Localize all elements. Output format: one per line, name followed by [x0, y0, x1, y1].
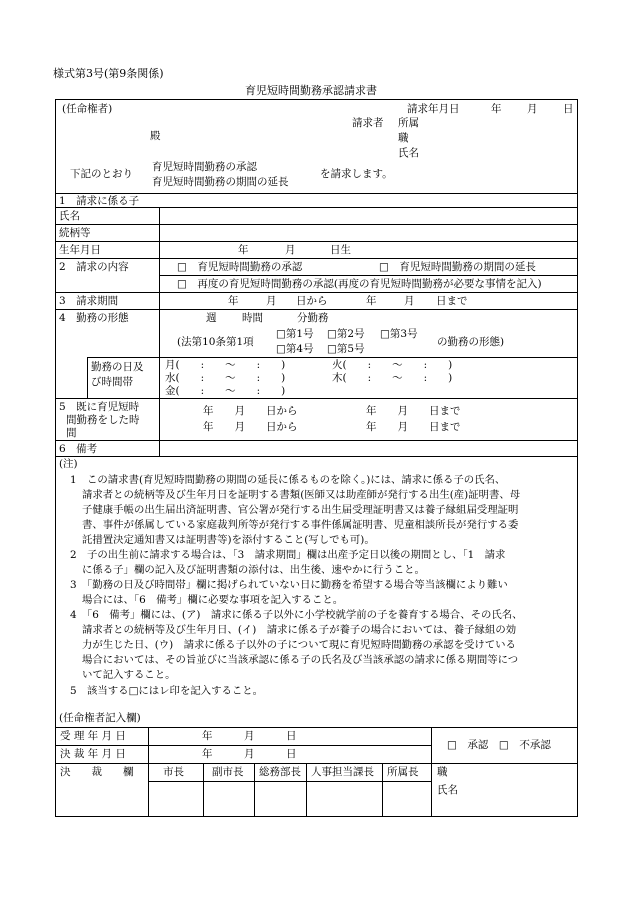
honorific: 殿: [150, 130, 161, 142]
child-relation-label: 続柄等: [59, 227, 91, 239]
note4-line1: 4 「6 備考」欄には、(ア) 請求に係る子以外に小学校就学前の子を養育する場合、その氏名、: [70, 609, 523, 621]
prior-row1-from: 年 月 日から: [203, 405, 298, 417]
received-date-fill: 年 月 日: [202, 730, 297, 742]
stamp-vice-mayor: 副市長: [212, 766, 244, 778]
period-to-year: 年: [366, 295, 377, 307]
form-title: 育児短時間勤務承認請求書: [245, 84, 377, 97]
note4-line3: 力が生じた日、(ウ) 請求に係る子以外の子について現に育児短時間勤務の承認を受けている: [82, 639, 516, 651]
stamp-hr-chief: 人事担当課長: [311, 766, 374, 778]
kessai-label: 決 裁 欄: [60, 766, 134, 778]
section6-title: 6 備考: [59, 443, 98, 455]
appointer-label: (任命権者): [62, 103, 113, 115]
work-hours: 時間: [242, 312, 263, 324]
law-item-1[interactable]: □第1号: [276, 328, 314, 340]
decided-date-label: 決 裁 年 月 日: [60, 748, 126, 760]
schedule-label-2: び時間帯: [91, 376, 133, 388]
work-minutes: 分勤務: [297, 312, 329, 324]
schedule-thursday: 木( : 〜 : ): [332, 372, 453, 384]
law-item-3[interactable]: □第3号: [380, 328, 418, 340]
note5-line1: 5 該当する□にはレ印を記入すること。: [70, 685, 264, 697]
note4-line2: 請求者との続柄等及び生年月日、(イ) 請求に係る子が養子の場合においては、養子縁組の効: [82, 624, 517, 636]
approval-heading: (任命権者記入欄): [59, 712, 141, 724]
law-item-5[interactable]: □第5号: [327, 343, 365, 355]
request-date-day: 日: [563, 103, 574, 115]
approval-result[interactable]: □ 承認 □ 不承認: [447, 739, 551, 751]
approver-position-label: 職: [437, 766, 448, 778]
section4-title: 4 勤務の形態: [59, 312, 129, 324]
schedule-tuesday: 火( : 〜 : ): [332, 359, 453, 371]
request-date-month: 月: [527, 103, 538, 115]
requester-label: 請求者: [352, 117, 384, 129]
note1-line2: 請求者との続柄等及び生年月日を証明する書類(医師又は助産師が発行する出生(産)証明書、母: [82, 489, 521, 501]
period-to-month: 月: [404, 295, 415, 307]
note4-line5: いて記入すること。: [82, 669, 176, 681]
section5-title-2: 間勤務をした時: [66, 414, 140, 426]
child-birth-label: 生年月日: [59, 244, 101, 256]
name-label: 氏名: [398, 147, 419, 159]
note1-line5: 託措置決定通知書又は証明書等)を添付すること(写しでも可)。: [82, 534, 375, 546]
schedule-friday: 金( : 〜 : ): [165, 385, 286, 397]
schedule-label-1: 勤務の日及: [91, 361, 144, 373]
period-from-day: 日から: [296, 295, 328, 307]
stamp-gm-director: 総務部長: [259, 766, 301, 778]
lead-text: 下記のとおり: [70, 168, 133, 180]
child-name-label: 氏名: [59, 210, 80, 222]
work-week: 週: [206, 312, 217, 324]
period-from-year: 年: [228, 295, 239, 307]
note1-line4: 書、事件が係属している家庭裁判所等が発行する事件係属証明書、児童相談所長が発行する委: [82, 519, 519, 531]
dept-label: 所属: [398, 117, 419, 129]
received-date-label: 受 理 年 月 日: [60, 730, 126, 742]
note1-line3: 子健康手帳の出生届出済証明書、官公署が発行する出生届受理証明書又は養子縁組届受理証明: [82, 504, 519, 516]
prior-row2-from: 年 月 日から: [203, 421, 298, 433]
option-extension: 育児短時間勤務の期間の延長: [152, 176, 289, 188]
choice-reapproval[interactable]: □ 再度の育児短時間勤務の承認(再度の育児短時間勤務が必要な事情を記入): [177, 278, 542, 290]
birth-year: 年: [238, 244, 249, 256]
birth-day: 日生: [330, 244, 351, 256]
stamp-dept-head: 所属長: [387, 766, 419, 778]
work-form-suffix: の勤務の形態): [437, 336, 505, 348]
request-date-year: 年: [491, 103, 502, 115]
approver-name-label: 氏名: [437, 784, 458, 796]
note2-line1: 2 子の出生前に請求する場合は、「3 請求期間」欄は出産予定日以後の期間とし、「1 請求: [70, 549, 506, 561]
section5-title-3: 間: [66, 427, 77, 439]
form-number: 様式第3号(第9条関係): [53, 67, 164, 80]
birth-month: 月: [285, 244, 296, 256]
section1-title: 1 請求に係る子: [59, 195, 140, 207]
period-from-month: 月: [266, 295, 277, 307]
law-reference: (法第10条第1項: [177, 336, 254, 348]
position-label: 職: [398, 132, 409, 144]
law-item-4[interactable]: □第4号: [276, 343, 314, 355]
section3-title: 3 請求期間: [59, 295, 119, 307]
option-approval: 育児短時間勤務の承認: [152, 161, 257, 173]
choice-approval[interactable]: □ 育児短時間勤務の承認: [177, 261, 303, 273]
choice-extension[interactable]: □ 育児短時間勤務の期間の延長: [379, 261, 536, 273]
section5-title-1: 5 既に育児短時: [59, 401, 140, 413]
stamp-mayor: 市長: [163, 766, 184, 778]
prior-row2-to: 年 月 日まで: [366, 421, 461, 433]
schedule-monday: 月( : 〜 : ): [165, 359, 286, 371]
note2-line2: に係る子」欄の記入及び証明書類の添付は、出生後、速やかに行うこと。: [82, 564, 425, 576]
period-to-day: 日まで: [436, 295, 468, 307]
notes-heading: (注): [59, 458, 78, 470]
note3-line2: 場合には、「6 備考」欄に必要な事項を記入すること。: [82, 594, 344, 606]
decided-date-fill: 年 月 日: [202, 748, 297, 760]
law-item-2[interactable]: □第2号: [327, 328, 365, 340]
note3-line1: 3 「勤務の日及び時間帯」欄に掲げられていない日に勤務を希望する場合等当該欄により難い: [70, 579, 508, 591]
prior-row1-to: 年 月 日まで: [366, 405, 461, 417]
note4-line4: 場合においては、その旨並びに当該承認に係る子の氏名及び当該承認の請求に係る期間等につ: [82, 654, 519, 666]
schedule-wednesday: 水( : 〜 : ): [165, 372, 286, 384]
note1-line1: 1 この請求書(育児短時間勤務の期間の延長に係るものを除く。)には、請求に係る子の氏名、: [70, 474, 506, 486]
section2-title: 2 請求の内容: [59, 261, 129, 273]
request-date-label: 請求年月日: [407, 103, 460, 115]
request-suffix: を請求します。: [320, 168, 393, 180]
